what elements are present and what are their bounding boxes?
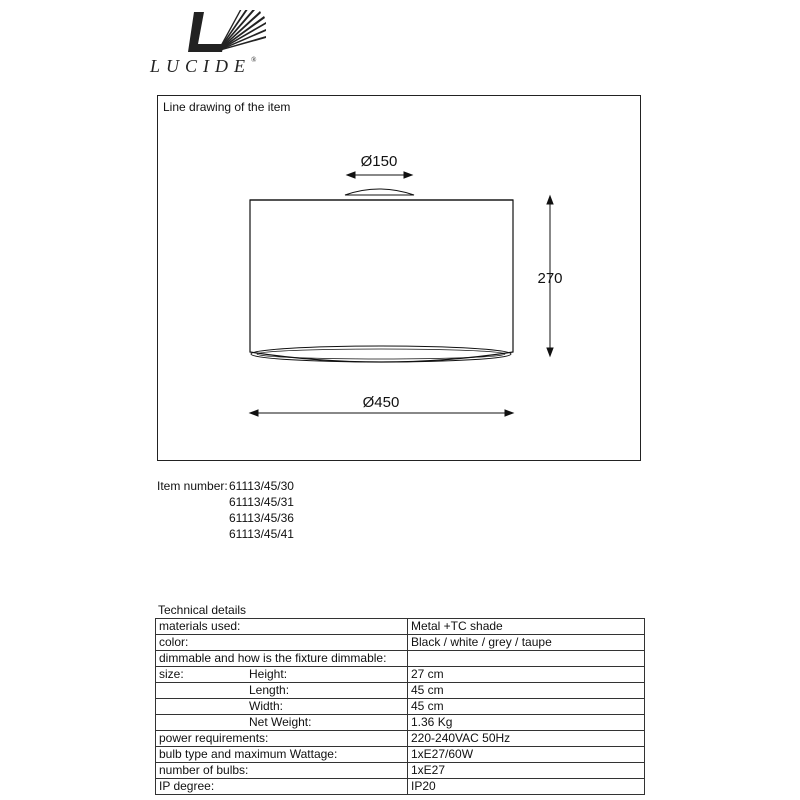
spec-value	[408, 651, 645, 667]
drawing-title: Line drawing of the item	[163, 100, 291, 114]
registered-mark: ®	[251, 56, 257, 64]
top-diameter-label: Ø150	[360, 153, 398, 170]
spec-label: size: Height:	[156, 667, 408, 683]
spec-label: bulb type and maximum Wattage:	[156, 747, 408, 763]
spec-value: IP20	[408, 779, 645, 795]
height-label: 270	[537, 270, 563, 287]
specs-table	[155, 618, 645, 795]
table-row	[156, 651, 645, 667]
item-number-value: 61113/45/31	[229, 495, 294, 509]
brand-name: LUCIDE®	[150, 56, 257, 76]
table-row	[156, 747, 645, 763]
lamp-line-drawing	[158, 96, 642, 462]
spec-label	[156, 699, 408, 715]
spec-sublabel: Height:	[249, 667, 288, 681]
spec-label	[156, 715, 408, 731]
spec-sublabel: Net Weight:	[249, 715, 312, 729]
spec-value: 45 cm	[408, 699, 645, 715]
table-row	[156, 619, 645, 635]
technical-details-heading: Technical details	[158, 603, 247, 617]
spec-label: number of bulbs:	[156, 763, 408, 779]
spec-label: materials used:	[156, 619, 408, 635]
item-number-label: Item number:	[157, 479, 228, 493]
spec-value: Metal +TC shade	[408, 619, 645, 635]
spec-value: 1.36 Kg	[408, 715, 645, 731]
table-row	[156, 779, 645, 795]
table-row	[156, 635, 645, 651]
technical-details	[155, 602, 645, 795]
spec-value: 220-240VAC 50Hz	[408, 731, 645, 747]
top-diameter-arrow	[347, 172, 412, 178]
table-row	[156, 731, 645, 747]
spec-value: 45 cm	[408, 683, 645, 699]
spec-label: color:	[156, 635, 408, 651]
spec-label: IP degree:	[156, 779, 408, 795]
spec-value: 27 cm	[408, 667, 645, 683]
bottom-diameter-label: Ø450	[362, 394, 400, 411]
spec-value: 1xE27	[408, 763, 645, 779]
lamp-shade	[250, 200, 513, 362]
spec-label	[156, 683, 408, 699]
table-row	[156, 683, 645, 699]
table-row	[156, 667, 645, 683]
spec-label: dimmable and how is the fixture dimmable:	[156, 651, 408, 667]
item-number-value: 61113/45/30	[229, 479, 294, 493]
spec-label: power requirements:	[156, 731, 408, 747]
table-row	[156, 763, 645, 779]
ceiling-canopy	[345, 189, 414, 195]
item-number-value: 61113/45/41	[229, 527, 294, 541]
spec-sublabel: Length:	[249, 683, 290, 697]
spec-value: 1xE27/60W	[408, 747, 645, 763]
spec-sublabel: Width:	[249, 699, 284, 713]
table-row	[156, 715, 645, 731]
spec-value: Black / white / grey / taupe	[408, 635, 645, 651]
item-number-value: 61113/45/36	[229, 511, 294, 525]
item-number-list	[229, 478, 294, 542]
lucide-logo-icon	[188, 10, 266, 54]
line-drawing-panel	[157, 95, 641, 461]
table-row	[156, 699, 645, 715]
